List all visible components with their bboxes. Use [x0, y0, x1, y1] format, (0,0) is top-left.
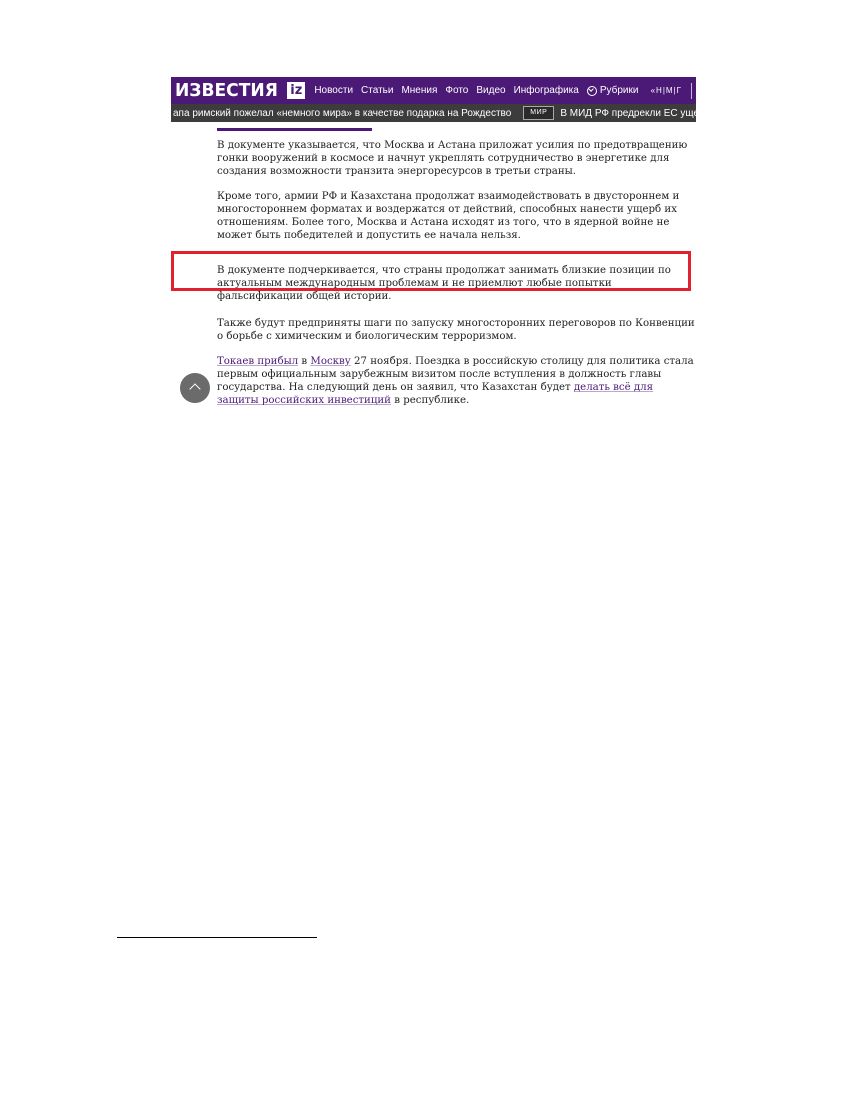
chevron-up-icon	[189, 383, 200, 394]
link-moscow[interactable]: Москву	[310, 356, 351, 367]
article-paragraph: В документе указывается, что Москва и Астана приложат усилия по предотвращению гонки вооружений в космосе и начнут укреплять сотрудничество в энергетике для создания возможности транзита энергоресурсов в третьи страны.	[217, 140, 688, 177]
paragraph-text: 27 ноября. Поездка в российскую столицу для политика стала первым официальным зарубежным визитом после вступления в должность главы государства. На следующий день он заявил, что Казахстан будет	[217, 356, 694, 393]
red-highlight-frame	[171, 251, 691, 291]
section-letters: «Н|М|Г	[650, 86, 682, 95]
logo-text: ИЗВЕСТИЯ	[175, 80, 278, 101]
section-accent-line	[217, 128, 372, 131]
nav-item-infographics[interactable]: Инфографика	[513, 85, 579, 96]
nav-item-video[interactable]: Видео	[476, 85, 506, 96]
site-logo[interactable]	[175, 77, 305, 104]
footnote-rule	[117, 937, 317, 938]
article-paragraph: Кроме того, армии РФ и Казахстана продолжат взаимодействовать в двустороннем и многостороннем форматах и воздержатся от действий, способных нанести ущерб их отношениям. Более того, Москва и Астана исходят из того, что в ядерной войне не может быть победителей и допустить ее начала нельзя.	[217, 191, 680, 241]
nav-item-rubrics[interactable]	[587, 85, 639, 96]
article-paragraph: Также будут предприняты шаги по запуску многосторонних переговоров по Конвенции о борьбе с химическим и биологическим терроризмом.	[217, 318, 695, 342]
paragraph-text: в республике.	[390, 395, 470, 406]
nav-item-opinions[interactable]: Мнения	[401, 85, 438, 96]
ticker-item[interactable]: В МИД РФ предрекли ЕС ущерб от	[560, 107, 724, 119]
article-paragraph	[217, 355, 697, 407]
section-switcher[interactable]	[651, 77, 682, 104]
ticker-item[interactable]: апа римский пожелал «немного мира» в качестве подарка на Рождество	[173, 107, 512, 119]
article-screenshot	[171, 77, 724, 406]
top-navbar	[171, 77, 696, 104]
nav-item-articles[interactable]: Статьи	[361, 85, 394, 96]
scroll-to-top-button[interactable]	[180, 373, 210, 403]
rubrics-label: Рубрики	[599, 85, 639, 96]
link-investments[interactable]: делать всё для защиты российских инвестиций	[217, 382, 654, 406]
nav-divider	[691, 83, 692, 99]
ticker-badge: МИР	[523, 106, 554, 120]
logo-badge: iz	[287, 82, 305, 99]
paragraph-text: в	[298, 356, 311, 367]
nav-item-photo[interactable]: Фото	[445, 85, 469, 96]
news-ticker	[171, 104, 724, 122]
highlighted-paragraph: В документе подчеркивается, что страны продолжат занимать близкие позиции по актуальным международным проблемам и не приемлют любые попытки фальсификации общей истории.	[217, 265, 671, 302]
clock-circle-icon	[587, 86, 597, 96]
link-tokaev-arrived[interactable]: Токаев прибыл	[217, 356, 299, 367]
main-nav	[314, 85, 646, 96]
nav-item-news[interactable]: Новости	[314, 85, 354, 96]
